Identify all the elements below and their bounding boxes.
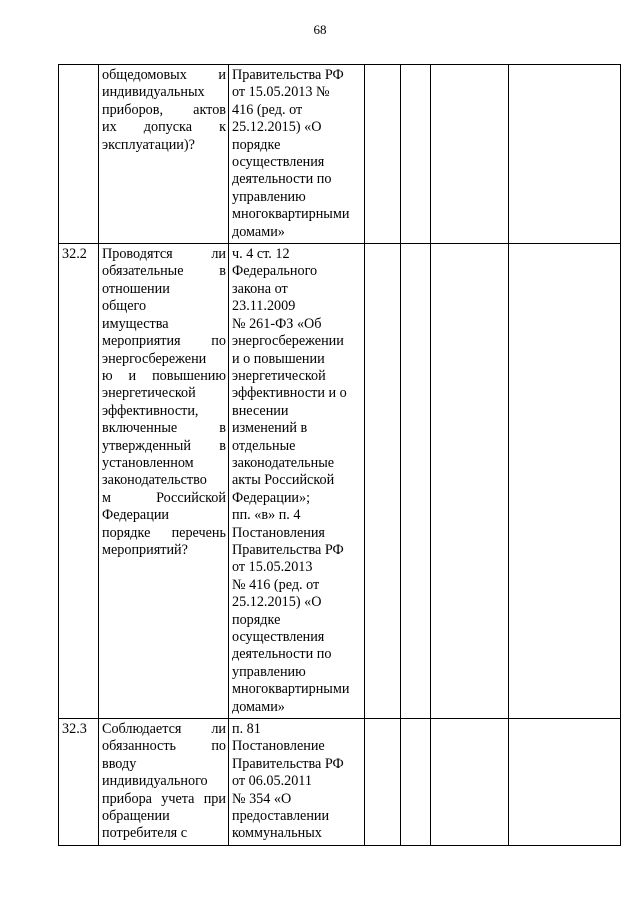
question-line: индивидуального <box>102 773 208 790</box>
answer-no-cell <box>401 244 431 719</box>
question-line: включенные в <box>102 420 226 437</box>
not-applicable-cell <box>431 244 509 719</box>
answer-yes-cell <box>365 719 401 846</box>
not-applicable-cell <box>431 719 509 846</box>
reference-line: № 416 (ред. от <box>232 576 320 593</box>
question-line: порядке перечень <box>102 524 226 541</box>
reference-line: Федерального <box>232 263 318 280</box>
not-applicable-cell <box>431 65 509 244</box>
question-line: мероприятий? <box>102 541 188 558</box>
reference-line: порядке <box>232 136 281 153</box>
reference-line: акты Российской <box>232 472 335 489</box>
reference-line: от 15.05.2013 <box>232 559 313 576</box>
item-number-cell: 32.2 <box>59 244 99 719</box>
answer-no-cell <box>401 65 431 244</box>
reference-line: энергосбережении <box>232 333 344 350</box>
reference-line: от 06.05.2011 <box>232 773 312 790</box>
reference-line: осуществления <box>232 629 325 645</box>
reference-line: предоставлении <box>232 808 330 825</box>
question-line: общего <box>102 298 147 315</box>
reference-line: закона от <box>232 280 288 297</box>
legal-reference-cell <box>229 65 365 244</box>
question-line: м Российской <box>102 489 226 506</box>
note-cell <box>509 719 621 846</box>
question-cell <box>99 719 229 846</box>
reference-line: эффективности и о <box>232 385 347 402</box>
reference-line: многоквартирными <box>232 681 350 698</box>
reference-line: многоквартирными <box>232 206 350 223</box>
reference-line: 25.12.2015) «О <box>232 594 322 611</box>
question-line: имущества <box>102 315 169 332</box>
question-cell <box>99 244 229 719</box>
reference-line: 25.12.2015) «О <box>232 119 322 136</box>
question-line: отношении <box>102 280 170 297</box>
reference-line: энергетической <box>232 367 326 384</box>
question-line: энергетической <box>102 385 196 402</box>
question-line: утвержденный в <box>102 437 226 454</box>
question-line: вводу <box>102 755 137 772</box>
reference-line: осуществления <box>232 154 325 171</box>
question-line: законодательство <box>102 472 207 489</box>
reference-line: внесении <box>232 402 289 419</box>
note-cell <box>509 244 621 719</box>
reference-line: законодательные <box>232 454 335 471</box>
reference-line: управлению <box>232 188 306 205</box>
table-body <box>59 65 621 846</box>
reference-line: Федерации»; <box>232 489 311 506</box>
reference-line: Правительства РФ <box>232 541 344 558</box>
reference-line: пп. «в» п. 4 <box>232 507 301 524</box>
question-line: потребителя с <box>102 825 188 842</box>
reference-line: домами» <box>232 223 285 240</box>
table-row <box>59 244 621 719</box>
question-line: энергосбережени <box>102 350 207 367</box>
answer-no-cell <box>401 719 431 846</box>
note-cell <box>509 65 621 244</box>
reference-line: порядке <box>232 611 281 628</box>
reference-line: и о повышении <box>232 350 325 367</box>
page-number: 68 <box>313 22 327 37</box>
reference-line: деятельности по <box>232 171 332 188</box>
reference-line: Правительства РФ <box>232 67 344 83</box>
reference-line: деятельности по <box>232 646 332 663</box>
inspection-table <box>58 64 621 846</box>
answer-yes-cell <box>365 65 401 244</box>
reference-line: п. 81 <box>232 721 261 738</box>
question-line: ю и повышению <box>102 367 226 384</box>
question-line: обязанность по <box>102 738 226 755</box>
question-line: обязательные в <box>102 263 226 280</box>
question-line: индивидуальных <box>102 84 205 101</box>
table-row <box>59 65 621 244</box>
question-line: установленном <box>102 454 194 471</box>
question-line: их допуска к <box>102 119 226 136</box>
answer-yes-cell <box>365 244 401 719</box>
question-line: эффективности, <box>102 402 199 419</box>
reference-line: № 354 «О <box>232 790 292 807</box>
reference-line: изменений в <box>232 420 308 437</box>
question-line: прибора учета при <box>102 790 226 807</box>
reference-line: № 261-ФЗ «Об <box>232 315 322 332</box>
reference-line: ч. 4 ст. 12 <box>232 246 290 263</box>
reference-line: коммунальных <box>232 825 322 842</box>
reference-line: управлению <box>232 663 306 680</box>
item-number-cell: 32.3 <box>59 719 99 846</box>
reference-line: 416 (ред. от <box>232 101 303 118</box>
question-line: обращении <box>102 808 170 825</box>
reference-line: отдельные <box>232 437 296 454</box>
reference-line: 23.11.2009 <box>232 298 296 315</box>
question-line: мероприятия по <box>102 333 226 350</box>
question-line: приборов, актов <box>102 101 226 118</box>
question-line: Соблюдается ли <box>102 721 226 738</box>
legal-reference-cell <box>229 244 365 719</box>
table-row <box>59 719 621 846</box>
question-line: эксплуатации)? <box>102 136 195 153</box>
question-line: Федерации <box>102 507 170 524</box>
reference-line: Постановление <box>232 738 325 755</box>
reference-line: Правительства РФ <box>232 755 344 772</box>
question-line: Проводятся ли <box>102 246 226 263</box>
reference-line: домами» <box>232 698 285 715</box>
reference-line: Постановления <box>232 524 325 541</box>
reference-line: от 15.05.2013 № <box>232 84 330 101</box>
question-line: общедомовых и <box>102 67 226 83</box>
question-cell <box>99 65 229 244</box>
legal-reference-cell <box>229 719 365 846</box>
item-number-cell <box>59 65 99 244</box>
